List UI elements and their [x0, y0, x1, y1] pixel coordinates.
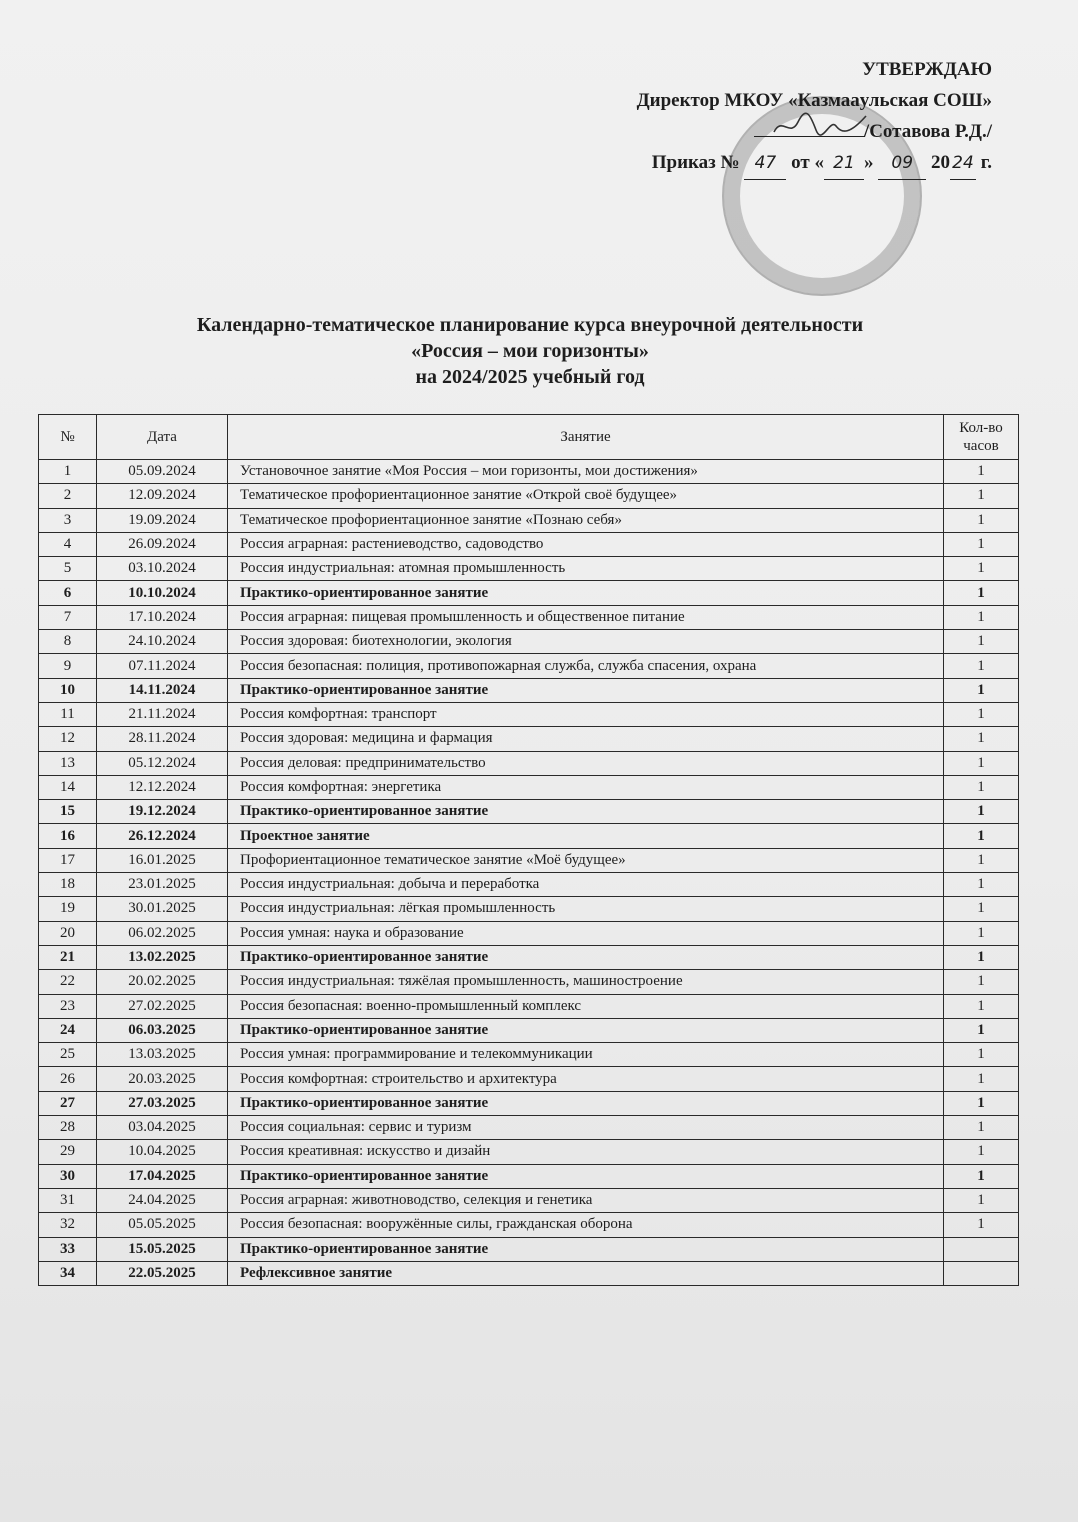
row-topic: Россия креативная: искусство и дизайн [228, 1140, 944, 1164]
table-row [39, 1140, 1019, 1164]
order-month-sep: » [864, 152, 874, 173]
row-hours: 1 [944, 605, 1019, 629]
table-row [39, 581, 1019, 605]
row-date: 28.11.2024 [97, 727, 228, 751]
table-row [39, 1237, 1019, 1261]
row-number: 12 [39, 727, 97, 751]
table-row [39, 921, 1019, 945]
table-row [39, 848, 1019, 872]
row-number: 2 [39, 484, 97, 508]
schedule-table [38, 414, 1019, 1286]
table-row [39, 1116, 1019, 1140]
table-row [39, 605, 1019, 629]
row-hours: 1 [944, 1188, 1019, 1212]
header-topic: Занятие [228, 415, 944, 460]
row-date: 27.02.2025 [97, 994, 228, 1018]
table-row [39, 484, 1019, 508]
row-number: 28 [39, 1116, 97, 1140]
approval-signatory-line [572, 116, 992, 147]
row-number: 18 [39, 873, 97, 897]
row-topic: Россия индустриальная: атомная промышленность [228, 557, 944, 581]
table-row [39, 1261, 1019, 1285]
row-date: 07.11.2024 [97, 654, 228, 678]
row-number: 19 [39, 897, 97, 921]
row-number: 16 [39, 824, 97, 848]
row-number: 31 [39, 1188, 97, 1212]
row-number: 8 [39, 630, 97, 654]
title-line-2: «Россия – мои горизонты» [411, 340, 649, 362]
table-row [39, 1164, 1019, 1188]
table-row [39, 970, 1019, 994]
row-date: 05.09.2024 [97, 460, 228, 484]
row-topic: Россия аграрная: животноводство, селекция и генетика [228, 1188, 944, 1212]
row-hours: 1 [944, 532, 1019, 556]
row-hours: 1 [944, 824, 1019, 848]
row-topic: Россия безопасная: вооружённые силы, гражданская оборона [228, 1213, 944, 1237]
row-hours: 1 [944, 484, 1019, 508]
row-topic: Россия комфортная: строительство и архитектура [228, 1067, 944, 1091]
approval-title: УТВЕРЖДАЮ [862, 59, 992, 80]
row-number: 14 [39, 775, 97, 799]
table-row [39, 945, 1019, 969]
row-date: 13.02.2025 [97, 945, 228, 969]
row-date: 10.10.2024 [97, 581, 228, 605]
row-topic: Практико-ориентированное занятие [228, 1164, 944, 1188]
row-hours [944, 1261, 1019, 1285]
row-topic: Практико-ориентированное занятие [228, 945, 944, 969]
row-hours: 1 [944, 751, 1019, 775]
header-date: Дата [97, 415, 228, 460]
row-hours: 1 [944, 581, 1019, 605]
row-topic: Практико-ориентированное занятие [228, 1237, 944, 1261]
row-date: 21.11.2024 [97, 702, 228, 726]
row-date: 06.02.2025 [97, 921, 228, 945]
order-from-label: от « [791, 152, 824, 173]
table-row [39, 1043, 1019, 1067]
row-topic: Практико-ориентированное занятие [228, 1018, 944, 1042]
row-date: 26.09.2024 [97, 532, 228, 556]
row-number: 5 [39, 557, 97, 581]
table-row [39, 775, 1019, 799]
row-hours: 1 [944, 1067, 1019, 1091]
row-topic: Россия умная: наука и образование [228, 921, 944, 945]
row-date: 05.12.2024 [97, 751, 228, 775]
table-row [39, 508, 1019, 532]
table-row [39, 702, 1019, 726]
row-number: 7 [39, 605, 97, 629]
order-day: 21 [824, 148, 864, 180]
row-topic: Профориентационное тематическое занятие «Моё будущее» [228, 848, 944, 872]
approval-block [572, 54, 992, 180]
row-hours: 1 [944, 921, 1019, 945]
row-hours: 1 [944, 1043, 1019, 1067]
row-date: 14.11.2024 [97, 678, 228, 702]
row-number: 6 [39, 581, 97, 605]
row-number: 4 [39, 532, 97, 556]
row-topic: Россия аграрная: растениеводство, садоводство [228, 532, 944, 556]
row-date: 06.03.2025 [97, 1018, 228, 1042]
header-hours: Кол-во часов [944, 415, 1019, 460]
row-number: 23 [39, 994, 97, 1018]
row-topic: Россия деловая: предпринимательство [228, 751, 944, 775]
row-number: 1 [39, 460, 97, 484]
row-date: 12.09.2024 [97, 484, 228, 508]
row-topic: Практико-ориентированное занятие [228, 800, 944, 824]
table-body [39, 460, 1019, 1286]
table-row [39, 557, 1019, 581]
row-hours: 1 [944, 1213, 1019, 1237]
document-title [60, 312, 1000, 390]
row-hours: 1 [944, 678, 1019, 702]
row-topic: Россия индустриальная: лёгкая промышленность [228, 897, 944, 921]
row-date: 16.01.2025 [97, 848, 228, 872]
row-date: 27.03.2025 [97, 1091, 228, 1115]
row-number: 15 [39, 800, 97, 824]
row-number: 33 [39, 1237, 97, 1261]
row-hours: 1 [944, 1140, 1019, 1164]
row-topic: Тематическое профориентационное занятие «Познаю себя» [228, 508, 944, 532]
row-number: 22 [39, 970, 97, 994]
row-hours: 1 [944, 1164, 1019, 1188]
row-hours: 1 [944, 897, 1019, 921]
row-number: 17 [39, 848, 97, 872]
row-topic: Россия безопасная: полиция, противопожарная служба, служба спасения, охрана [228, 654, 944, 678]
title-line-1: Календарно-тематическое планирование курса внеурочной деятельности [196, 314, 864, 336]
row-date: 13.03.2025 [97, 1043, 228, 1067]
row-number: 9 [39, 654, 97, 678]
row-topic: Проектное занятие [228, 824, 944, 848]
row-date: 10.04.2025 [97, 1140, 228, 1164]
row-hours: 1 [944, 654, 1019, 678]
row-topic: Россия индустриальная: тяжёлая промышленность, машиностроение [228, 970, 944, 994]
header-num: № [39, 415, 97, 460]
approval-signatory: /Сотавова Р.Д./ [863, 121, 992, 142]
table-row [39, 824, 1019, 848]
table-row [39, 630, 1019, 654]
row-topic: Россия здоровая: биотехнологии, экология [228, 630, 944, 654]
row-date: 22.05.2025 [97, 1261, 228, 1285]
table-row [39, 1018, 1019, 1042]
row-number: 20 [39, 921, 97, 945]
row-hours: 1 [944, 1091, 1019, 1115]
row-hours: 1 [944, 994, 1019, 1018]
table-row [39, 678, 1019, 702]
row-topic: Россия комфортная: транспорт [228, 702, 944, 726]
approval-order-line [572, 147, 992, 180]
row-date: 24.10.2024 [97, 630, 228, 654]
table-row [39, 1091, 1019, 1115]
row-number: 25 [39, 1043, 97, 1067]
table-row [39, 897, 1019, 921]
row-hours: 1 [944, 800, 1019, 824]
row-topic: Практико-ориентированное занятие [228, 1091, 944, 1115]
row-topic: Россия индустриальная: добыча и переработка [228, 873, 944, 897]
row-date: 15.05.2025 [97, 1237, 228, 1261]
row-date: 19.12.2024 [97, 800, 228, 824]
approval-director: Директор МКОУ «Казмаaульская СОШ» [636, 90, 992, 111]
title-line-3: на 2024/2025 учебный год [415, 366, 645, 388]
row-date: 12.12.2024 [97, 775, 228, 799]
order-prefix: Приказ № [651, 152, 740, 173]
table-row [39, 1213, 1019, 1237]
row-date: 26.12.2024 [97, 824, 228, 848]
order-year-suffix: 24 [950, 148, 976, 180]
row-topic: Россия безопасная: военно-промышленный комплекс [228, 994, 944, 1018]
row-number: 3 [39, 508, 97, 532]
row-topic: Россия комфортная: энергетика [228, 775, 944, 799]
row-number: 29 [39, 1140, 97, 1164]
table-header-row [39, 415, 1019, 460]
order-number: 47 [744, 148, 786, 180]
row-date: 03.10.2024 [97, 557, 228, 581]
row-date: 17.04.2025 [97, 1164, 228, 1188]
row-date: 23.01.2025 [97, 873, 228, 897]
row-hours: 1 [944, 1018, 1019, 1042]
row-topic: Россия аграрная: пищевая промышленность и общественное питание [228, 605, 944, 629]
row-hours: 1 [944, 1116, 1019, 1140]
row-number: 34 [39, 1261, 97, 1285]
row-topic: Установочное занятие «Моя Россия – мои горизонты, мои достижения» [228, 460, 944, 484]
row-topic: Россия здоровая: медицина и фармация [228, 727, 944, 751]
row-number: 24 [39, 1018, 97, 1042]
row-hours: 1 [944, 945, 1019, 969]
row-number: 30 [39, 1164, 97, 1188]
table-row [39, 873, 1019, 897]
row-topic: Тематическое профориентационное занятие «Открой своё будущее» [228, 484, 944, 508]
row-topic: Практико-ориентированное занятие [228, 581, 944, 605]
row-date: 30.01.2025 [97, 897, 228, 921]
order-year-end: г. [980, 152, 992, 173]
row-topic: Россия умная: программирование и телекоммуникации [228, 1043, 944, 1067]
row-hours: 1 [944, 557, 1019, 581]
table-row [39, 751, 1019, 775]
row-number: 11 [39, 702, 97, 726]
row-date: 24.04.2025 [97, 1188, 228, 1212]
row-hours: 1 [944, 702, 1019, 726]
row-date: 19.09.2024 [97, 508, 228, 532]
row-number: 21 [39, 945, 97, 969]
table-row [39, 532, 1019, 556]
signature-blank [754, 136, 864, 137]
table-row [39, 654, 1019, 678]
row-hours [944, 1237, 1019, 1261]
row-topic: Практико-ориентированное занятие [228, 678, 944, 702]
table-row [39, 1067, 1019, 1091]
row-topic: Рефлексивное занятие [228, 1261, 944, 1285]
row-hours: 1 [944, 508, 1019, 532]
row-hours: 1 [944, 970, 1019, 994]
row-number: 26 [39, 1067, 97, 1091]
row-date: 03.04.2025 [97, 1116, 228, 1140]
row-hours: 1 [944, 630, 1019, 654]
row-hours: 1 [944, 873, 1019, 897]
table-row [39, 800, 1019, 824]
row-date: 20.03.2025 [97, 1067, 228, 1091]
order-year-prefix: 20 [931, 152, 950, 173]
table-row [39, 460, 1019, 484]
row-hours: 1 [944, 727, 1019, 751]
table-row [39, 727, 1019, 751]
table-row [39, 994, 1019, 1018]
order-month: 09 [878, 148, 926, 180]
row-date: 20.02.2025 [97, 970, 228, 994]
row-hours: 1 [944, 460, 1019, 484]
row-number: 27 [39, 1091, 97, 1115]
row-number: 13 [39, 751, 97, 775]
row-topic: Россия социальная: сервис и туризм [228, 1116, 944, 1140]
row-number: 32 [39, 1213, 97, 1237]
row-hours: 1 [944, 775, 1019, 799]
table-row [39, 1188, 1019, 1212]
row-date: 05.05.2025 [97, 1213, 228, 1237]
row-date: 17.10.2024 [97, 605, 228, 629]
row-hours: 1 [944, 848, 1019, 872]
row-number: 10 [39, 678, 97, 702]
